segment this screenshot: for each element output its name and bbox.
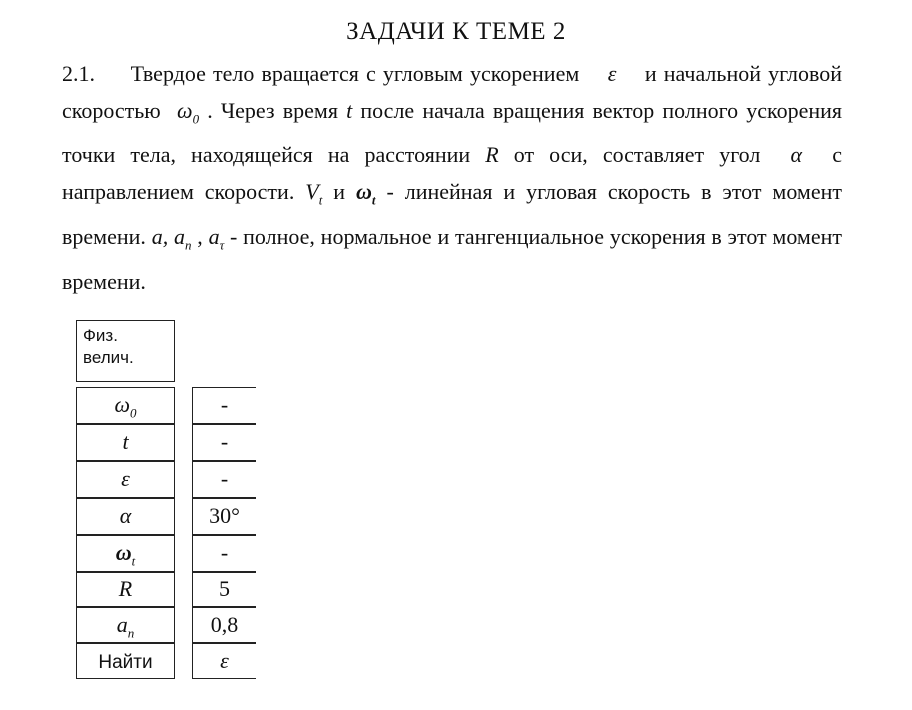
table-cell-value: - (192, 535, 256, 572)
table-header-cell (76, 320, 175, 382)
symbol-R: R (485, 142, 499, 168)
subscript: n (184, 237, 192, 253)
symbol-a-n (173, 223, 192, 253)
symbol-omega: ω (177, 97, 193, 123)
symbol-a: a (173, 223, 185, 249)
table-cell-symbol (76, 643, 175, 679)
symbol-t: t (346, 97, 353, 123)
text-fragment: , (191, 223, 209, 249)
table-cell-symbol (76, 535, 175, 572)
symbol: α (119, 503, 132, 528)
table-cell-symbol (76, 461, 175, 498)
subscript: 0 (130, 405, 137, 421)
table-cell-value: - (192, 461, 256, 498)
symbol: Найти (98, 652, 153, 673)
text-fragment: - полное, нормальное и тангенциальное ускорения в этот момент времени. (62, 223, 843, 294)
subscript: n (127, 625, 135, 641)
table-cell-symbol (76, 387, 175, 424)
symbol: ε (121, 466, 130, 491)
table-cell-symbol (76, 498, 175, 535)
symbol-a: a, (151, 223, 169, 249)
table-cell-value: - (192, 387, 256, 424)
symbol: t (122, 429, 129, 454)
symbol: ω (115, 540, 132, 565)
symbol: ω (114, 392, 131, 417)
text-fragment: Твердое тело вращается с угловым ускорением (130, 61, 587, 86)
table-cell-value: ε (192, 643, 256, 679)
text-fragment: и начальной угловой скоростью (62, 61, 842, 123)
text-fragment: . Через время (199, 97, 347, 123)
table-header-line: велич. (83, 348, 134, 367)
symbol-omega0 (177, 97, 200, 126)
symbol-Vt (305, 178, 323, 208)
text-fragment: от оси, составляет угол (498, 142, 776, 168)
table-cell-value: 30° (192, 498, 256, 535)
subscript: τ (219, 237, 225, 253)
symbol-a: a (208, 223, 220, 249)
table-cell-value: - (192, 424, 256, 461)
symbol-omega: ω (355, 178, 372, 204)
symbol-alpha: α (790, 142, 803, 168)
problem-text (62, 56, 842, 300)
table-cell-value: 0,8 (192, 607, 256, 643)
symbol-epsilon: ε (607, 61, 617, 86)
symbol-omega-t (355, 178, 376, 208)
table-cell-symbol (76, 424, 175, 461)
table-header-line: Физ. (83, 326, 118, 345)
text-fragment: после начала вращения вектор полного ускорения точки тела, находящейся на расстоянии (62, 97, 843, 168)
subscript: t (131, 553, 136, 569)
table-cell-symbol (76, 607, 175, 643)
text-fragment: и (322, 178, 356, 204)
subscript: 0 (192, 110, 200, 126)
subscript: t (371, 192, 376, 208)
symbol-a-tau (208, 223, 225, 253)
symbol-V: V (305, 178, 319, 204)
problem-number: 2.1. (62, 61, 95, 86)
subscript: t (318, 192, 323, 208)
symbol: a (116, 612, 128, 637)
symbol: R (118, 576, 133, 601)
text-fragment: с направлением скорости. (62, 142, 842, 204)
page-title: ЗАДАЧИ К ТЕМЕ 2 (346, 18, 566, 45)
table-cell-symbol (76, 572, 175, 607)
table-cell-value: 5 (192, 572, 256, 607)
text-fragment: - линейная и угловая скорость в этот момент времени. (62, 178, 842, 249)
